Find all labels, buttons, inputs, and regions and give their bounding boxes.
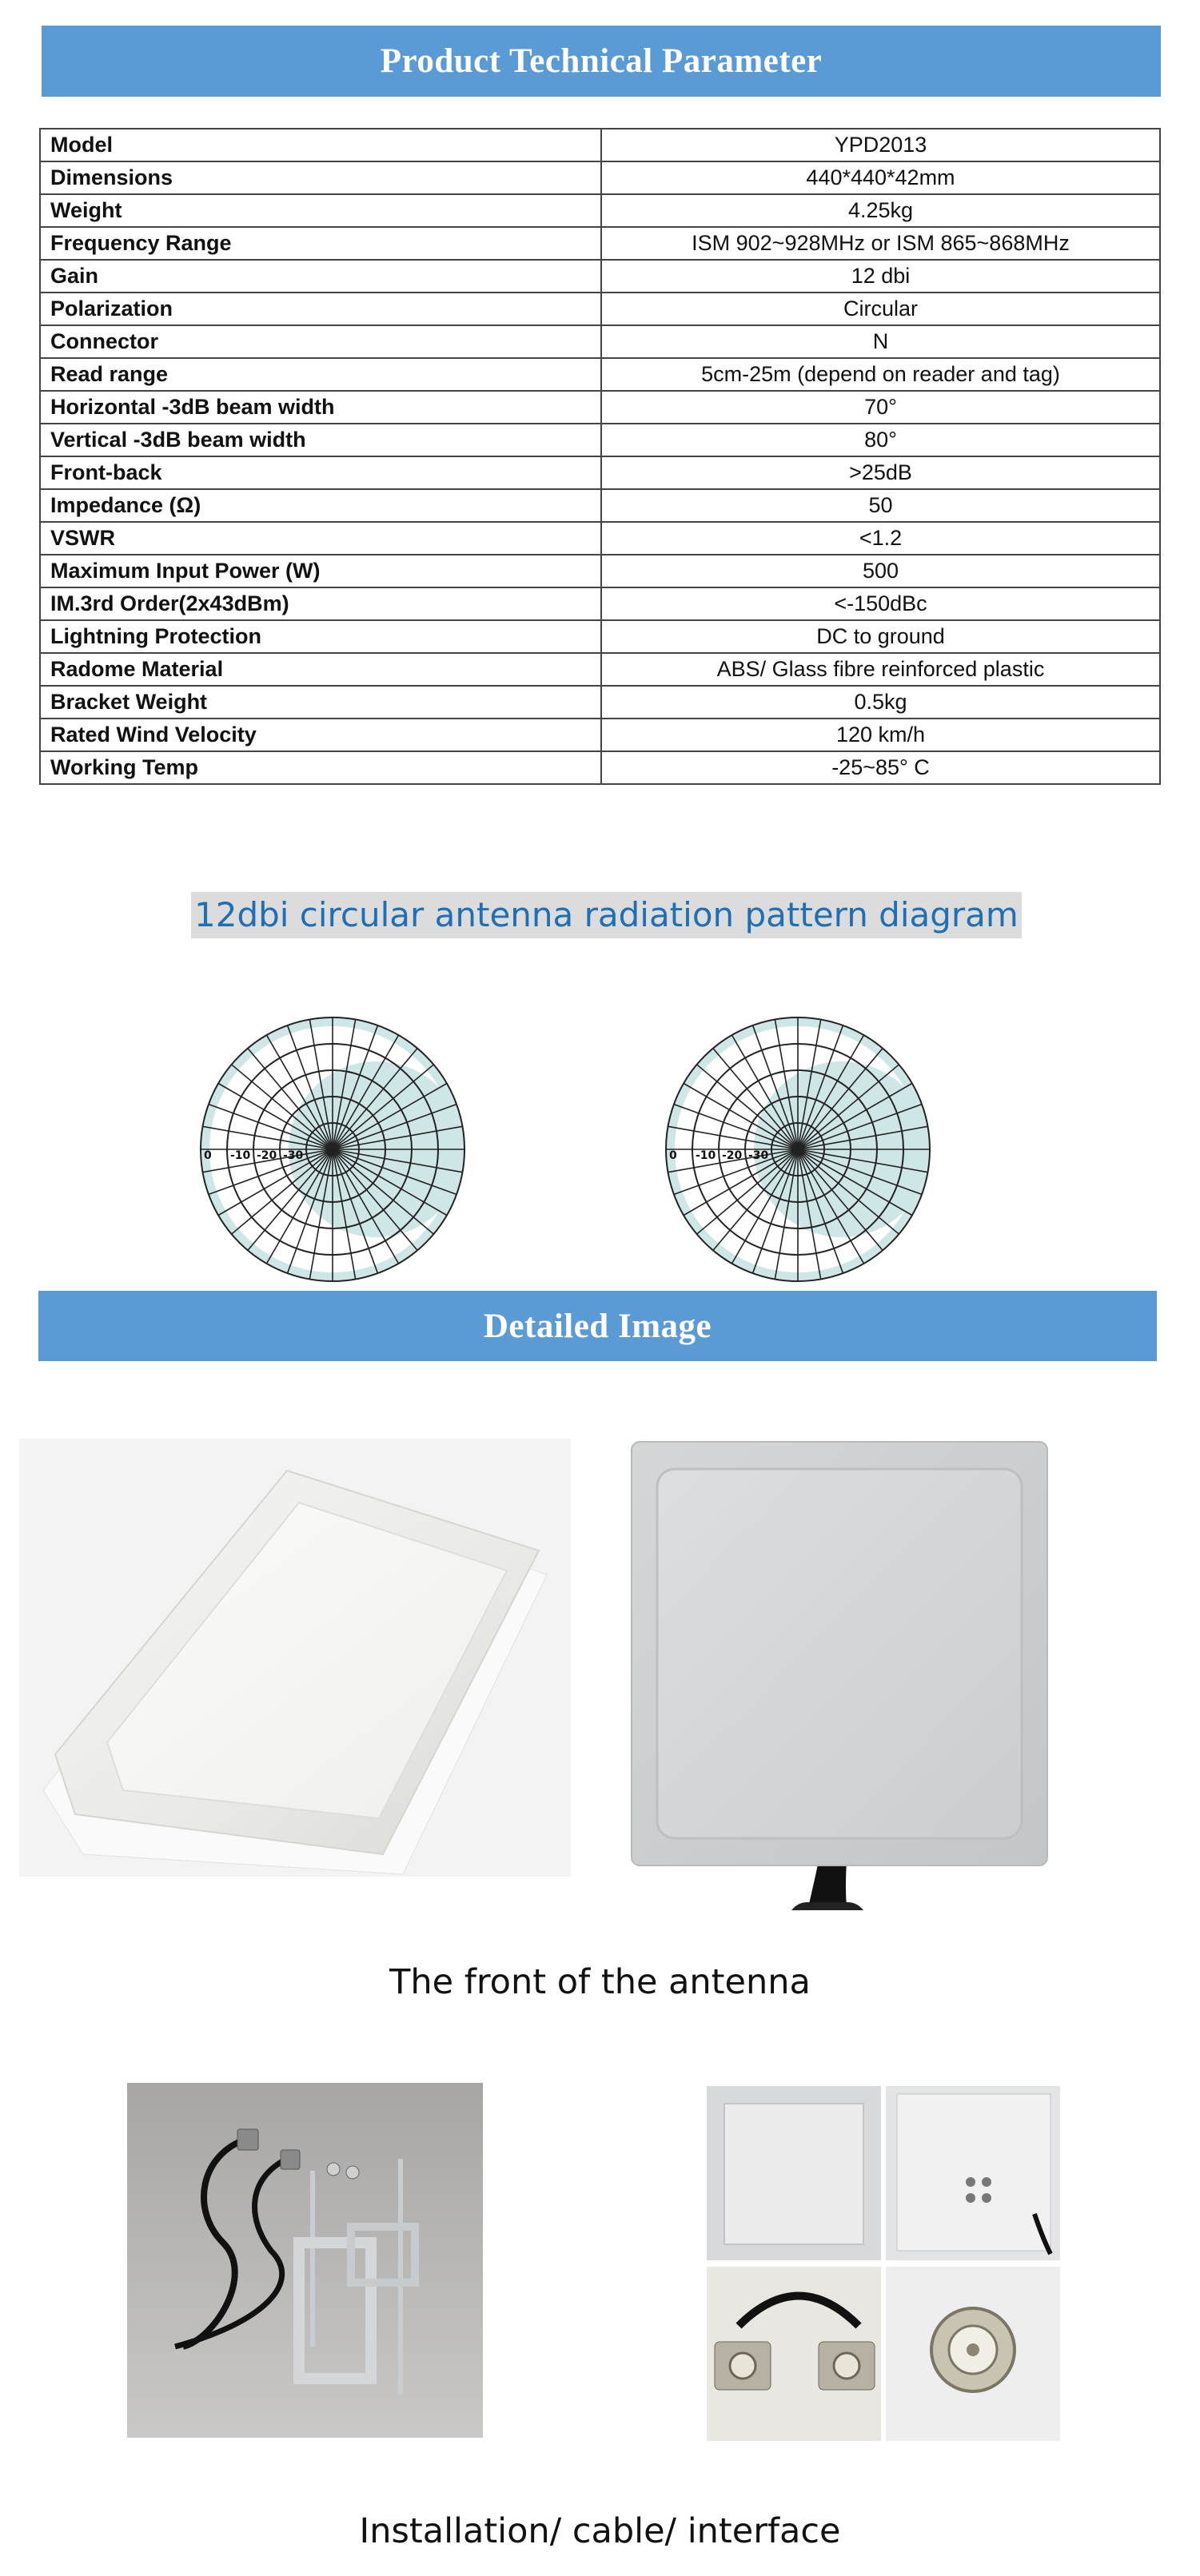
- spec-label: Connector: [40, 325, 601, 358]
- spec-value: Circular: [601, 293, 1160, 325]
- spec-value: 0.5kg: [601, 686, 1160, 719]
- spec-value: >25dB: [601, 456, 1160, 489]
- spec-label: Lightning Protection: [40, 620, 601, 653]
- pattern-diagram-title: 12dbi circular antenna radiation pattern diagram: [191, 892, 1022, 938]
- spec-label: Weight: [40, 194, 601, 227]
- spec-row: [40, 325, 1160, 358]
- spec-label: VSWR: [40, 522, 601, 555]
- spec-row: [40, 719, 1160, 751]
- spec-label: Radome Material: [40, 653, 601, 686]
- spec-value: DC to ground: [601, 620, 1160, 653]
- spec-row: [40, 424, 1160, 456]
- spec-row: [40, 161, 1160, 194]
- spec-label: IM.3rd Order(2x43dBm): [40, 587, 601, 620]
- spec-label: Gain: [40, 260, 601, 293]
- installation-kit-photo: [127, 2083, 483, 2438]
- polar-scale-label: -10: [230, 1149, 251, 1162]
- polar-scale-label: 0: [204, 1149, 212, 1162]
- spec-row: [40, 260, 1160, 293]
- spec-label: Dimensions: [40, 161, 601, 194]
- spec-row: [40, 555, 1160, 587]
- detail-photo-grid: [707, 2086, 1060, 2441]
- spec-label: Frequency Range: [40, 227, 601, 260]
- spec-value: 4.25kg: [601, 194, 1160, 227]
- spec-label: Vertical -3dB beam width: [40, 424, 601, 456]
- spec-row: [40, 587, 1160, 620]
- spec-row: [40, 751, 1160, 784]
- spec-row: [40, 129, 1160, 161]
- spec-label: Model: [40, 129, 601, 161]
- polar-scale-label: -30: [283, 1149, 304, 1162]
- spec-value: ISM 902~928MHz or ISM 865~868MHz: [601, 227, 1160, 260]
- spec-row: [40, 522, 1160, 555]
- polar-scale-label: -30: [748, 1149, 769, 1162]
- detailed-image-banner: [38, 1291, 1157, 1361]
- technical-parameter-banner: [42, 26, 1161, 97]
- spec-value: 70°: [601, 391, 1160, 424]
- spec-value: 120 km/h: [601, 719, 1160, 751]
- spec-value: YPD2013: [601, 129, 1160, 161]
- polar-scale-label: 0: [669, 1149, 677, 1162]
- spec-value: 5cm-25m (depend on reader and tag): [601, 358, 1160, 391]
- spec-value: -25~85° C: [601, 751, 1160, 784]
- spec-label: Horizontal -3dB beam width: [40, 391, 601, 424]
- polar-chart-right: [662, 1013, 934, 1285]
- spec-label: Working Temp: [40, 751, 601, 784]
- spec-label: Bracket Weight: [40, 686, 601, 719]
- spec-row: [40, 456, 1160, 489]
- spec-table: [39, 128, 1161, 785]
- spec-label: Read range: [40, 358, 601, 391]
- spec-label: Maximum Input Power (W): [40, 555, 601, 587]
- spec-value: 440*440*42mm: [601, 161, 1160, 194]
- spec-value: <1.2: [601, 522, 1160, 555]
- spec-value: 12 dbi: [601, 260, 1160, 293]
- spec-value: ABS/ Glass fibre reinforced plastic: [601, 653, 1160, 686]
- spec-row: [40, 620, 1160, 653]
- spec-label: Impedance (Ω): [40, 489, 601, 522]
- antenna-front-photo: [608, 1431, 1071, 1910]
- polar-chart-left: [197, 1013, 468, 1285]
- spec-row: [40, 489, 1160, 522]
- spec-row: [40, 686, 1160, 719]
- spec-row: [40, 391, 1160, 424]
- detail-title: Detailed Image: [483, 1307, 712, 1345]
- spec-label: Front-back: [40, 456, 601, 489]
- spec-value: 500: [601, 555, 1160, 587]
- polar-scale-label: -20: [722, 1149, 743, 1162]
- install-caption: Installation/ cable/ interface: [359, 2511, 841, 2551]
- spec-value: 50: [601, 489, 1160, 522]
- spec-row: [40, 293, 1160, 325]
- spec-label: Rated Wind Velocity: [40, 719, 601, 751]
- front-caption: The front of the antenna: [389, 1962, 811, 2002]
- spec-row: [40, 194, 1160, 227]
- spec-row: [40, 653, 1160, 686]
- spec-value: N: [601, 325, 1160, 358]
- polar-scale-label: -10: [696, 1149, 716, 1162]
- spec-value: <-150dBc: [601, 587, 1160, 620]
- spec-label: Polarization: [40, 293, 601, 325]
- spec-row: [40, 358, 1160, 391]
- antenna-angled-photo: [19, 1439, 571, 1877]
- banner-title: Product Technical Parameter: [380, 42, 823, 80]
- spec-row: [40, 227, 1160, 260]
- polar-scale-label: -20: [257, 1149, 277, 1162]
- spec-value: 80°: [601, 424, 1160, 456]
